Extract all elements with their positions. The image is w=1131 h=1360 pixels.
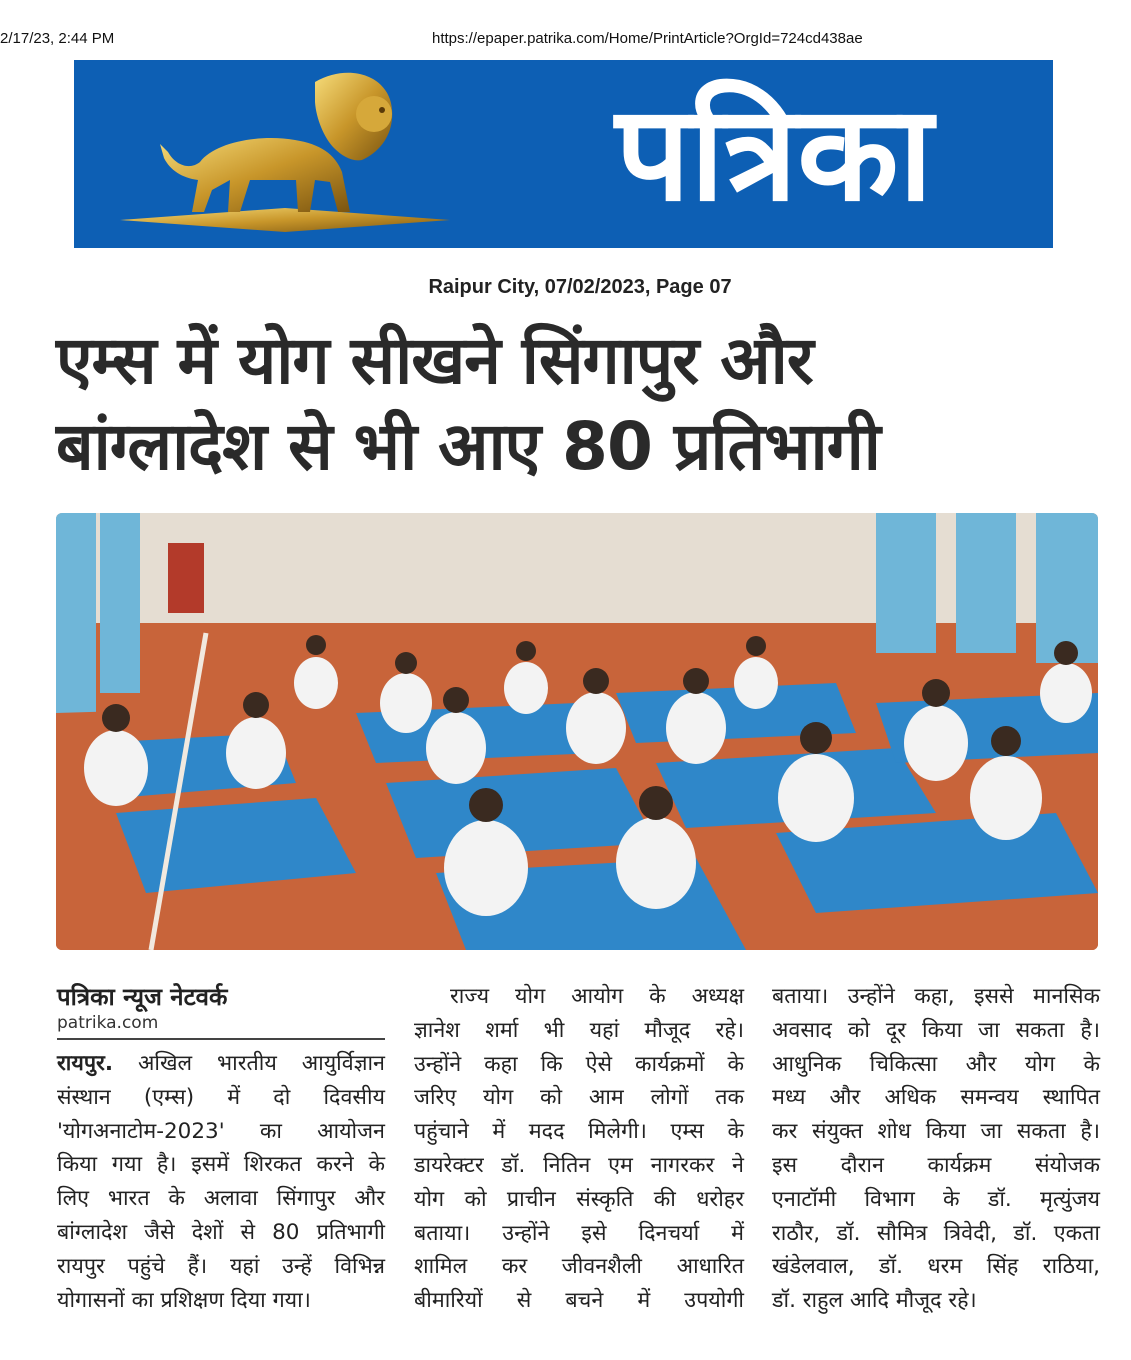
article-line: बताया। उन्होंने इसे दिनचर्या में [414, 1220, 744, 1246]
article-line: किया गया है। इसमें शिरकत करने के [57, 1152, 385, 1178]
print-date: 2/17/23, 2:44 PM [0, 30, 115, 47]
masthead-title: पत्रिका [615, 76, 933, 231]
dateline: रायपुर. [57, 1051, 114, 1076]
article-column-1 [57, 1047, 385, 1317]
edition-line: Raipur City, 07/02/2023, Page 07 [428, 276, 732, 298]
article-line: एनाटॉमी विभाग के डॉ. मृत्युंजय [772, 1186, 1100, 1212]
byline-site: patrika.com [57, 1013, 159, 1033]
article-line: ज्ञानेश शर्मा भी यहां मौजूद रहे। [414, 1017, 744, 1043]
headline-line-2: बांग्लादेश से भी आए 80 प्रतिभागी [56, 408, 880, 485]
article-line: कर संयुक्त शोध किया जा सकता है। [772, 1119, 1100, 1145]
byline-name: पत्रिका न्यूज नेटवर्क [57, 983, 228, 1011]
article-line: डायरेक्टर डॉ. नितिन एम नागरकर ने [414, 1152, 744, 1178]
article-line: अवसाद को दूर किया जा सकता है। [772, 1017, 1100, 1043]
article-line: पहुंचाने में मदद मिलेगी। एम्स के [414, 1119, 744, 1145]
print-url[interactable]: https://epaper.patrika.com/Home/PrintArticle?OrgId=724cd438ae [432, 30, 863, 47]
article-column-2 [414, 980, 744, 1318]
article-line: इस दौरान कार्यक्रम संयोजक [772, 1152, 1100, 1178]
headline-line-1: एम्स में योग सीखने सिंगापुर और [56, 322, 813, 399]
headline [56, 318, 1106, 490]
article-line: बताया। उन्होंने कहा, इससे मानसिक [772, 984, 1100, 1009]
article-line: राठौर, डॉ. सौमित्र त्रिवेदी, डॉ. एकता [772, 1220, 1100, 1246]
article-line: बीमारियों से बचने में उपयोगी [414, 1288, 744, 1314]
print-header [0, 30, 1131, 50]
article-line: राज्य योग आयोग के अध्यक्ष [450, 984, 744, 1009]
article-line: मध्य और अधिक समन्वय स्थापित [772, 1085, 1100, 1111]
article-line: शामिल कर जीवनशैली आधारित [414, 1254, 744, 1280]
article-line: डॉ. राहुल आदि मौजूद रहे। [772, 1288, 977, 1314]
yoga-session-photo [56, 513, 1098, 950]
golden-lion-logo-icon [120, 62, 450, 244]
article-line: योग को प्राचीन संस्कृति की धरोहर [414, 1186, 744, 1212]
article-line: जरिए योग को आम लोगों तक [414, 1085, 744, 1111]
article-line [57, 1047, 385, 1081]
article-line: आधुनिक चिकित्सा और योग के [772, 1051, 1100, 1077]
article-line: खंडेलवाल, डॉ. धरम सिंह राठिया, [772, 1254, 1100, 1280]
article-line: 'योगअनाटोम-2023' का आयोजन [57, 1118, 385, 1144]
byline-divider [57, 1038, 385, 1040]
article-line: उन्होंने कहा कि ऐसे कार्यक्रमों के [414, 1051, 744, 1077]
article-line: बांग्लादेश जैसे देशों से 80 प्रतिभागी [57, 1219, 385, 1245]
article-line: रायपुर पहुंचे हैं। यहां उन्हें विभिन्न [57, 1253, 385, 1279]
article-line: लिए भारत के अलावा सिंगापुर और [57, 1186, 385, 1212]
article-line: योगासनों का प्रशिक्षण दिया गया। [57, 1287, 311, 1313]
byline [57, 982, 387, 1034]
article-column-3 [772, 980, 1100, 1318]
article-text: अखिल भारतीय आयुर्विज्ञान [113, 1051, 385, 1076]
masthead [74, 60, 1053, 248]
article-line: संस्थान (एम्स) में दो दिवसीय [57, 1084, 385, 1110]
